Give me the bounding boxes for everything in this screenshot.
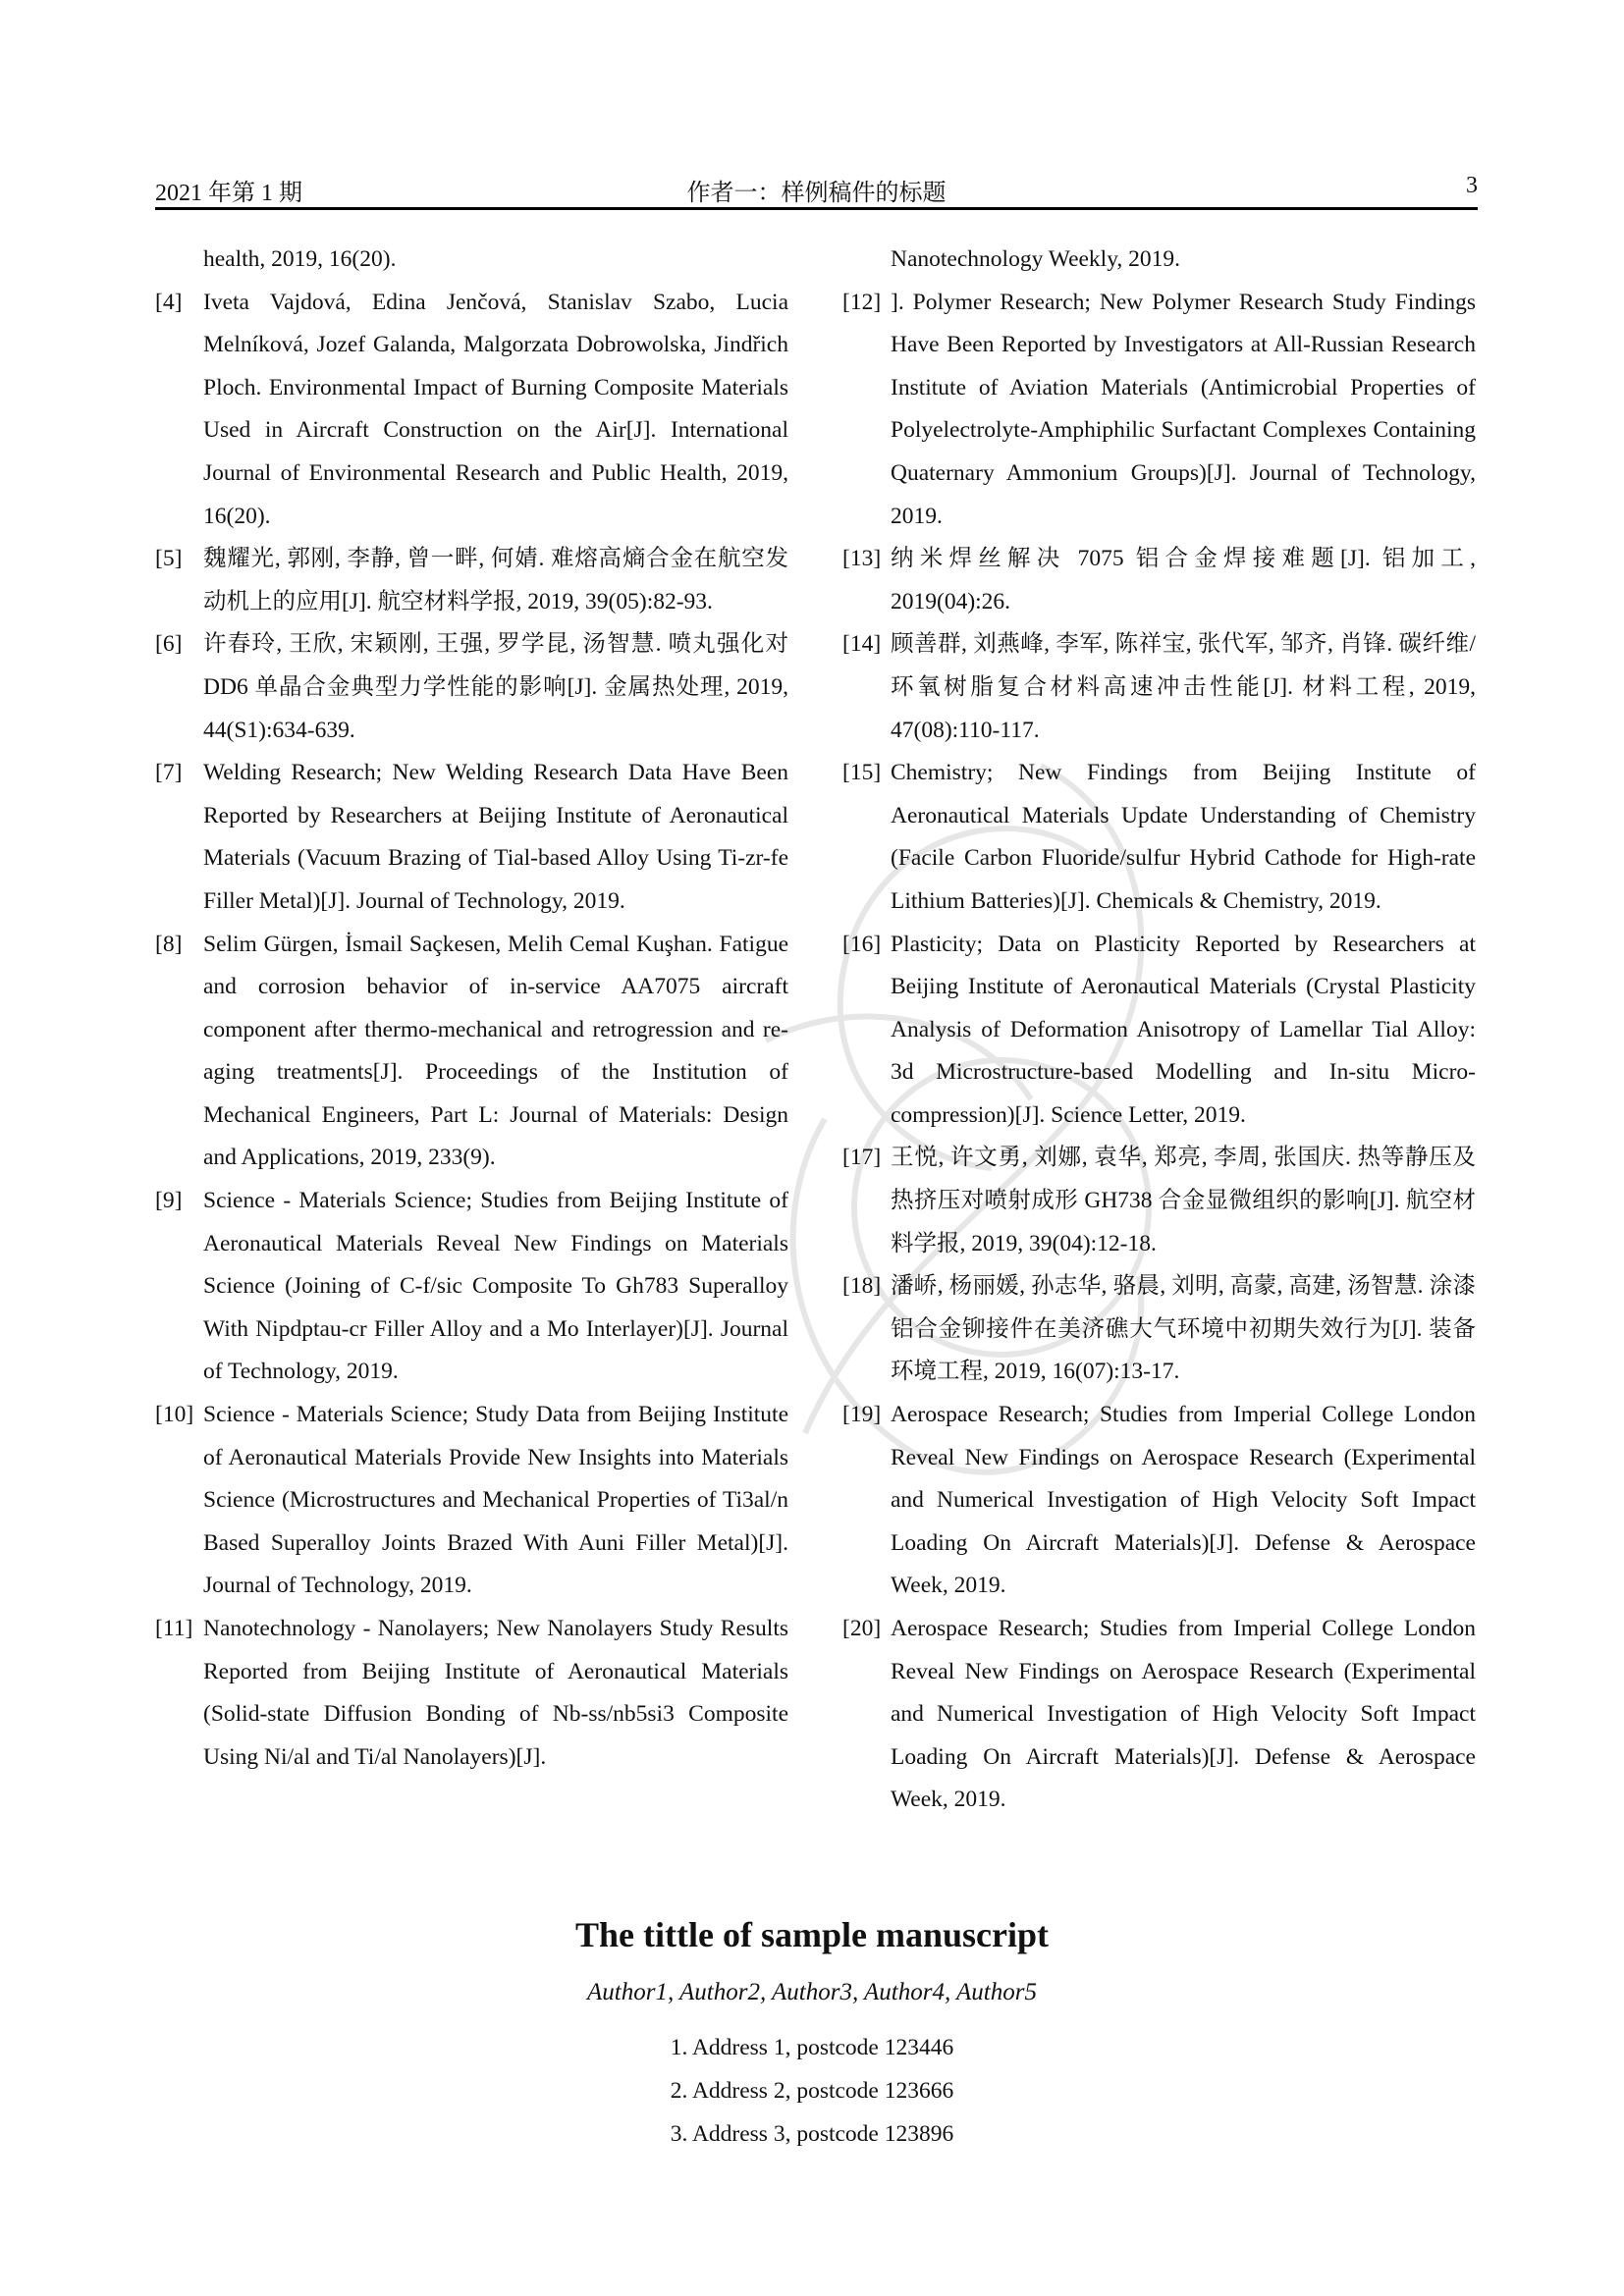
reference-text: Science - Materials Science; Studies from Beijing Institute of Aeronautical Materials Reveal New Findings on Materials Science (Joining of C-f/sic Composite To Gh783 Superalloy With Nipdptau-cr Filler Alloy and a Mo Interlayer)[J]. Journal of Technology, 2019.	[203, 1188, 788, 1385]
address-line: 1. Address 1, postcode 123446	[670, 2035, 954, 2060]
reference-number: [16]	[842, 931, 882, 957]
reference-item	[842, 623, 1476, 752]
reference-text: Plasticity; Data on Plasticity Reported by Researchers at Beijing Institute of Aeronautical Materials (Crystal Plasticity Analysis of Deformation Anisotropy of Lamellar Tial Alloy: 3d Microstructure-based Modelling and In-situ Micro-compression)[J]. Science Letter, 2019.	[891, 931, 1476, 1128]
reference-number: [9]	[155, 1188, 183, 1214]
reference-text: 魏耀光, 郭刚, 李静, 曾一畔, 何婧. 难熔高熵合金在航空发动机上的应用[J]. 航空材料学报, 2019, 39(05):82-93.	[203, 546, 788, 614]
running-title: 作者一：样例稿件的标题	[686, 181, 947, 206]
reference-item	[842, 924, 1476, 1138]
reference-text: 许春玲, 王欣, 宋颖刚, 王强, 罗学昆, 汤智慧. 喷丸强化对 DD6 单晶合金典型力学性能的影响[J]. 金属热处理, 2019, 44(S1):634-639.	[203, 631, 788, 743]
page-number: 3	[1466, 173, 1478, 198]
reference-text: 顾善群, 刘燕峰, 李军, 陈祥宝, 张代军, 邹齐, 肖锋. 碳纤维/环氧树脂复合材料高速冲击性能[J]. 材料工程, 2019, 47(08):110-117.	[891, 631, 1476, 743]
reference-item	[155, 282, 788, 539]
reference-number: [7]	[155, 760, 183, 786]
reference-number: [15]	[842, 760, 882, 786]
reference-text: Chemistry; New Findings from Beijing Institute of Aeronautical Materials Update Understanding of Chemistry (Facile Carbon Fluoride/sulfur Hybrid Cathode for High-rate Lithium Batteries)[J]. Chemicals & Chemistry, 2019.	[891, 760, 1476, 914]
reference-column-right	[842, 239, 1476, 1822]
reference-text: Aerospace Research; Studies from Imperial College London Reveal New Findings on Aerospace Research (Experimental and Numerical Investigation of High Velocity Soft Impact Loading On Aircraft Materials)[J]. Defense & Aerospace Week, 2019.	[891, 1402, 1476, 1599]
reference-number: [11]	[155, 1616, 193, 1641]
reference-text: 纳米焊丝解决 7075 铝合金焊接难题[J]. 铝加工, 2019(04):26.	[891, 546, 1476, 614]
reference-item	[155, 924, 788, 1181]
english-authors: Author1, Author2, Author3, Author4, Author5	[587, 1979, 1037, 2005]
reference-continuation: Nanotechnology Weekly, 2019.	[891, 246, 1181, 272]
reference-text: 王悦, 许文勇, 刘娜, 袁华, 郑亮, 李周, 张国庆. 热等静压及热挤压对喷射成形 GH738 合金显微组织的影响[J]. 航空材料学报, 2019, 39(04):12-18.	[891, 1145, 1476, 1256]
reference-item	[155, 1608, 788, 1779]
reference-item	[155, 623, 788, 752]
address-line: 2. Address 2, postcode 123666	[670, 2078, 954, 2104]
reference-column-left	[155, 239, 788, 1779]
reference-item	[155, 1394, 788, 1608]
reference-item	[842, 282, 1476, 539]
reference-number: [13]	[842, 546, 882, 572]
reference-number: [10]	[155, 1402, 194, 1428]
reference-item	[155, 538, 788, 623]
reference-text: Nanotechnology - Nanolayers; New Nanolayers Study Results Reported from Beijing Institute of Aeronautical Materials (Solid-state Diffusion Bonding of Nb-ss/nb5si3 Composite Using Ni/al and Ti/al Nanolayers)[J].	[203, 1616, 788, 1770]
reference-number: [20]	[842, 1616, 882, 1641]
reference-item	[842, 1608, 1476, 1822]
reference-number: [4]	[155, 289, 183, 315]
reference-text: Selim Gürgen, İsmail Saçkesen, Melih Cemal Kuşhan. Fatigue and corrosion behavior of in-service AA7075 aircraft component after thermo-mechanical and retrogression and re-aging treatments[J]. Proceedings of the Institution of Mechanical Engineers, Part L: Journal of Materials: Design and Applications, 2019, 233(9).	[203, 931, 788, 1171]
reference-text: Iveta Vajdová, Edina Jenčová, Stanislav Szabo, Lucia Melníková, Jozef Galanda, Malgorzata Dobrowolska, Jindřich Ploch. Environmental Impact of Burning Composite Materials Used in Aircraft Construction on the Air[J]. International Journal of Environmental Research and Public Health, 2019, 16(20).	[203, 289, 788, 529]
reference-item	[155, 752, 788, 923]
reference-text: Aerospace Research; Studies from Imperial College London Reveal New Findings on Aerospace Research (Experimental and Numerical Investigation of High Velocity Soft Impact Loading On Aircraft Materials)[J]. Defense & Aerospace Week, 2019.	[891, 1616, 1476, 1813]
reference-item	[842, 1265, 1476, 1394]
reference-item	[842, 1137, 1476, 1265]
reference-number: [14]	[842, 631, 882, 658]
reference-item	[842, 752, 1476, 923]
header-rule	[155, 207, 1478, 210]
reference-continuation: health, 2019, 16(20).	[203, 246, 397, 272]
running-header	[155, 167, 1478, 206]
issue-label: 2021 年第 1 期	[155, 181, 302, 206]
reference-number: [12]	[842, 289, 882, 315]
reference-number: [18]	[842, 1273, 882, 1300]
reference-number: [8]	[155, 931, 183, 957]
reference-text: ]. Polymer Research; New Polymer Research Study Findings Have Been Reported by Investigators at All-Russian Research Institute of Aviation Materials (Antimicrobial Properties of Polyelectrolyte-Amphiphilic Surfactant Complexes Containing Quaternary Ammonium Groups)[J]. Journal of Technology, 2019.	[891, 289, 1476, 529]
reference-number: [5]	[155, 546, 183, 572]
reference-text: 潘峤, 杨丽媛, 孙志华, 骆晨, 刘明, 高蒙, 高建, 汤智慧. 涂漆铝合金铆接件在美济礁大气环境中初期失效行为[J]. 装备环境工程, 2019, 16(07):13-17.	[891, 1273, 1476, 1385]
reference-text: Welding Research; New Welding Research Data Have Been Reported by Researchers at Beijing Institute of Aeronautical Materials (Vacuum Brazing of Tial-based Alloy Using Ti-zr-fe Filler Metal)[J]. Journal of Technology, 2019.	[203, 760, 788, 914]
reference-number: [6]	[155, 631, 183, 658]
reference-item	[842, 538, 1476, 623]
reference-text: Science - Materials Science; Study Data from Beijing Institute of Aeronautical Materials Provide New Insights into Materials Science (Microstructures and Mechanical Properties of Ti3al/n Based Superalloy Joints Brazed With Auni Filler Metal)[J]. Journal of Technology, 2019.	[203, 1402, 788, 1599]
reference-number: [17]	[842, 1145, 882, 1171]
reference-number: [19]	[842, 1402, 882, 1428]
reference-item	[842, 1394, 1476, 1608]
english-title: The tittle of sample manuscript	[575, 1915, 1049, 1954]
address-line: 3. Address 3, postcode 123896	[670, 2121, 954, 2147]
reference-item	[155, 1180, 788, 1394]
